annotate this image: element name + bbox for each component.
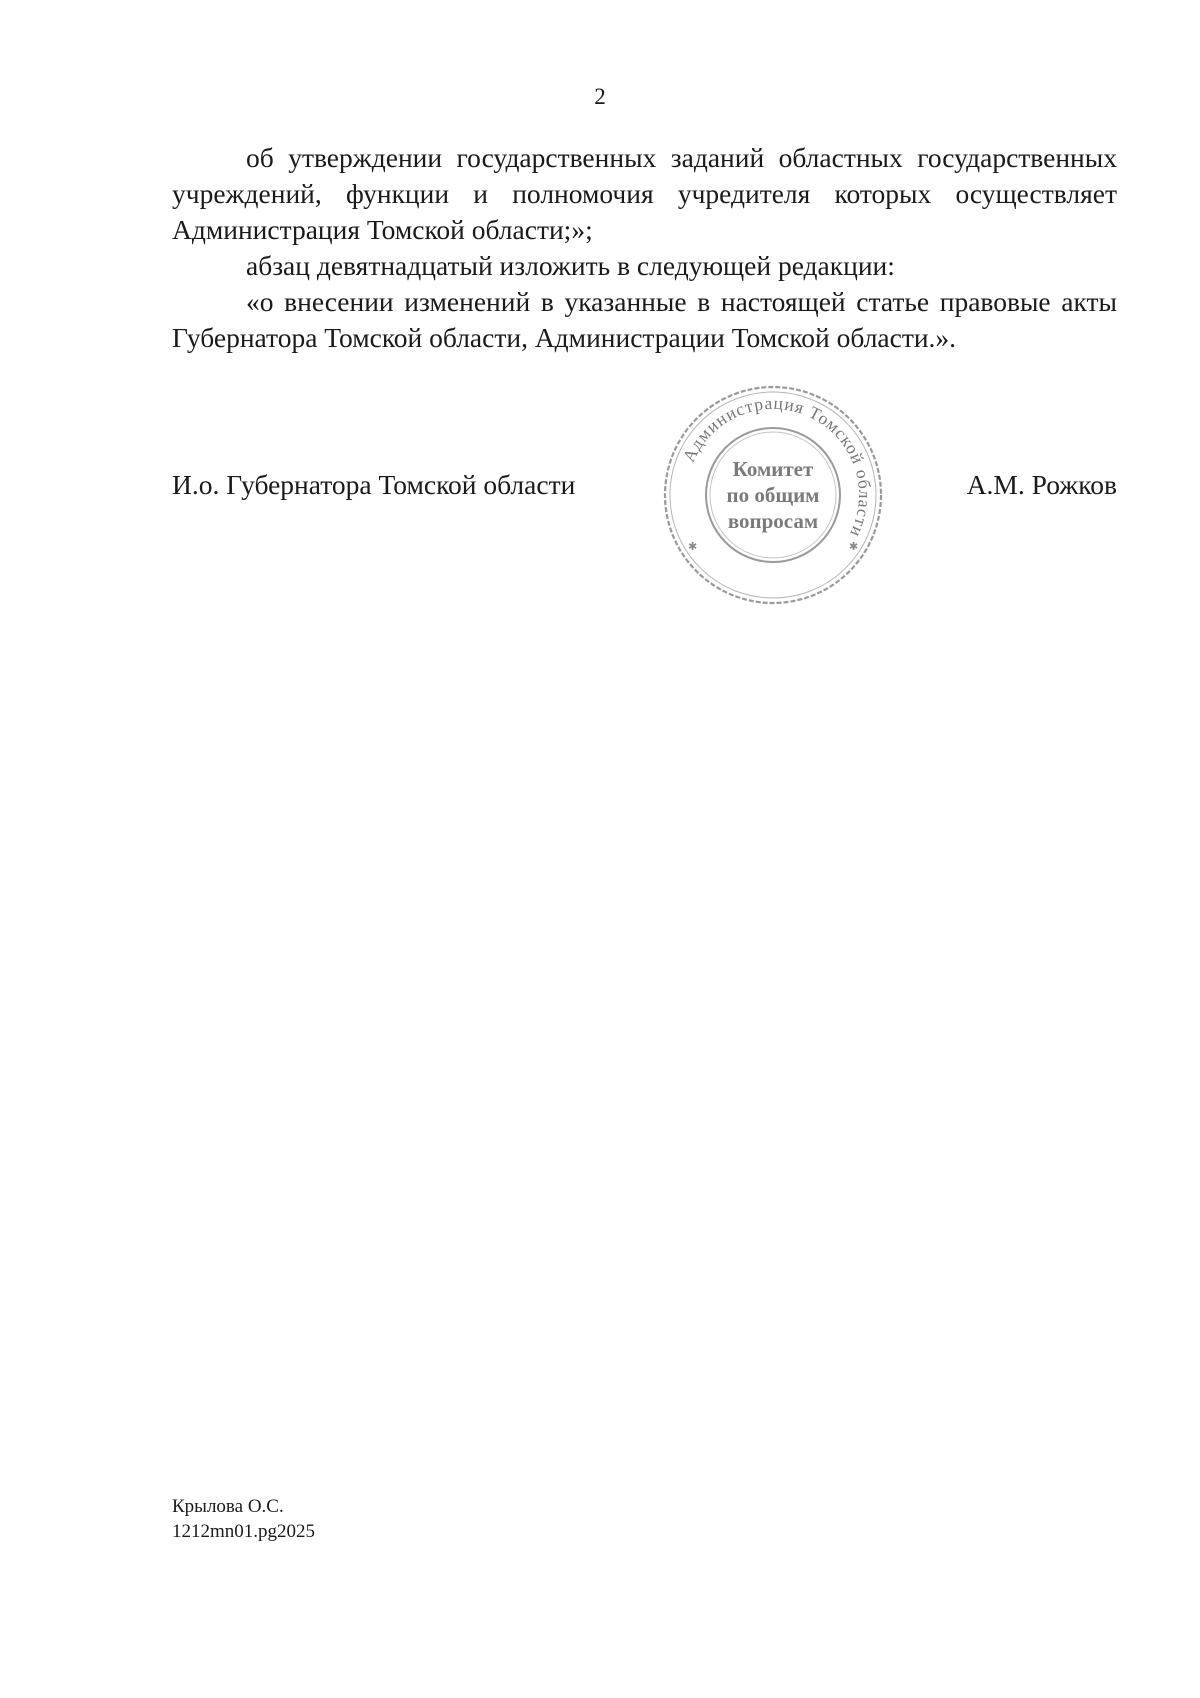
signer-name: А.М. Рожков [966, 469, 1117, 500]
stamp-seal-icon [660, 382, 886, 608]
stamp-ring-text: Администрация Томской области [678, 392, 876, 542]
document-body [172, 140, 1117, 356]
page-number: 2 [594, 84, 606, 109]
stamp-star-icon: ✱ [688, 541, 698, 553]
stamp-star-icon: ✱ [849, 541, 859, 553]
paragraph: об утверждении государственных заданий областных государственных учреждений, функции и полномочия учредителя которых осуществляет Администрация Томской области;»; [172, 142, 1117, 245]
stamp-center-line: Комитет [732, 457, 814, 481]
document-code: 1212mn01.pg2025 [172, 1521, 316, 1542]
paragraph: абзац девятнадцатый изложить в следующей редакции: [246, 250, 895, 281]
executor-name: Крылова О.С. [172, 1496, 284, 1517]
signer-title: И.о. Губернатора Томской области [172, 469, 576, 500]
official-stamp [660, 382, 886, 608]
stamp-center-line: по общим [726, 483, 820, 507]
stamp-center-line: вопросам [727, 509, 819, 533]
paragraph: «о внесении изменений в указанные в настоящей статье правовые акты Губернатора Томской области, Администрации Томской области.». [172, 286, 1117, 353]
footer [172, 1494, 315, 1544]
